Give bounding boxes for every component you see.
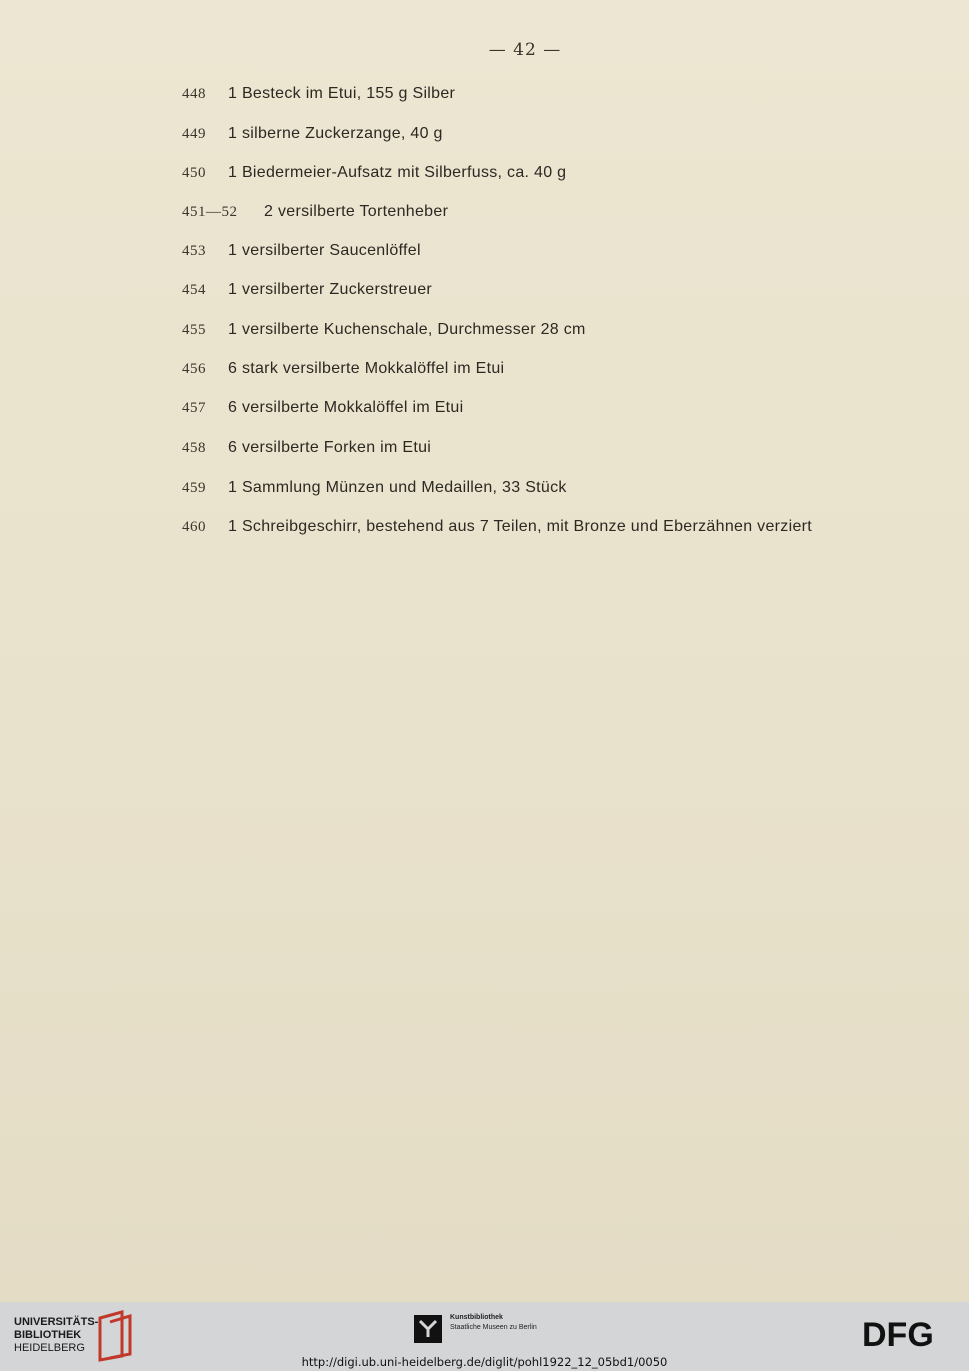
lot-description: 2 versilberte Tortenheber	[264, 203, 449, 220]
lot-description: 1 versilberter Zuckerstreuer	[228, 281, 433, 298]
list-item	[182, 198, 448, 224]
list-item	[182, 120, 443, 146]
lot-description: 1 Besteck im Etui, 155 g Silber	[228, 85, 456, 102]
list-item	[182, 355, 504, 381]
lot-description: 6 versilberte Mokkalöffel im Etui	[228, 399, 464, 416]
lot-number: 454	[182, 282, 206, 298]
list-item	[182, 394, 463, 420]
lot-description: 6 stark versilberte Mokkalöffel im Etui	[228, 360, 505, 377]
permalink-url[interactable]: http://digi.ub.uni-heidelberg.de/diglit/pohl1922_12_05bd1/0050	[301, 1355, 668, 1369]
lot-description: 1 versilberte Kuchenschale, Durchmesser 28 cm	[228, 321, 586, 338]
viewer-footer	[0, 1302, 969, 1371]
list-item	[182, 276, 432, 302]
lot-number: 457	[182, 400, 206, 416]
list-item	[182, 513, 812, 539]
lot-description: 1 Sammlung Münzen und Medaillen, 33 Stück	[228, 479, 567, 496]
lot-number: 456	[182, 361, 206, 377]
dfg-logo-text: DFG	[862, 1318, 934, 1350]
list-item	[182, 159, 566, 185]
lot-description: 1 silberne Zuckerzange, 40 g	[228, 125, 443, 142]
lot-description: 6 versilberte Forken im Etui	[228, 439, 432, 456]
lot-number: 449	[182, 126, 206, 142]
list-item	[182, 434, 431, 460]
library-name-line: BIBLIOTHEK	[14, 1329, 82, 1341]
lot-number: 460	[182, 519, 206, 535]
page-number: — 42 —	[488, 40, 562, 60]
lot-number: 455	[182, 322, 206, 338]
lot-number: 459	[182, 480, 206, 496]
list-item	[182, 237, 421, 263]
lot-number: 458	[182, 440, 206, 456]
lot-number: 451—52	[182, 204, 238, 220]
lot-number: 450	[182, 165, 206, 181]
kunstbibliothek-name-line: Staatliche Museen zu Berlin	[450, 1324, 537, 1331]
list-item	[182, 474, 567, 500]
lot-number: 448	[182, 86, 206, 102]
lot-number: 453	[182, 243, 206, 259]
kunstbibliothek-name	[450, 1313, 537, 1333]
library-name[interactable]	[14, 1316, 98, 1355]
kunstbibliothek-name-line: Kunstbibliothek	[450, 1314, 503, 1321]
library-name-line: HEIDELBERG	[14, 1342, 85, 1354]
dfg-logo-icon[interactable]	[862, 1318, 956, 1350]
kunstbibliothek-logo-icon[interactable]	[414, 1315, 442, 1343]
lot-description: 1 versilberter Saucenlöffel	[228, 242, 421, 259]
lot-description: 1 Schreibgeschirr, bestehend aus 7 Teilen, mit Bronze und Eberzähnen verziert	[228, 518, 813, 535]
list-item	[182, 316, 586, 342]
lot-description: 1 Biedermeier-Aufsatz mit Silberfuss, ca. 40 g	[228, 164, 567, 181]
library-name-line: UNIVERSITÄTS-	[14, 1316, 99, 1328]
list-item	[182, 80, 455, 106]
